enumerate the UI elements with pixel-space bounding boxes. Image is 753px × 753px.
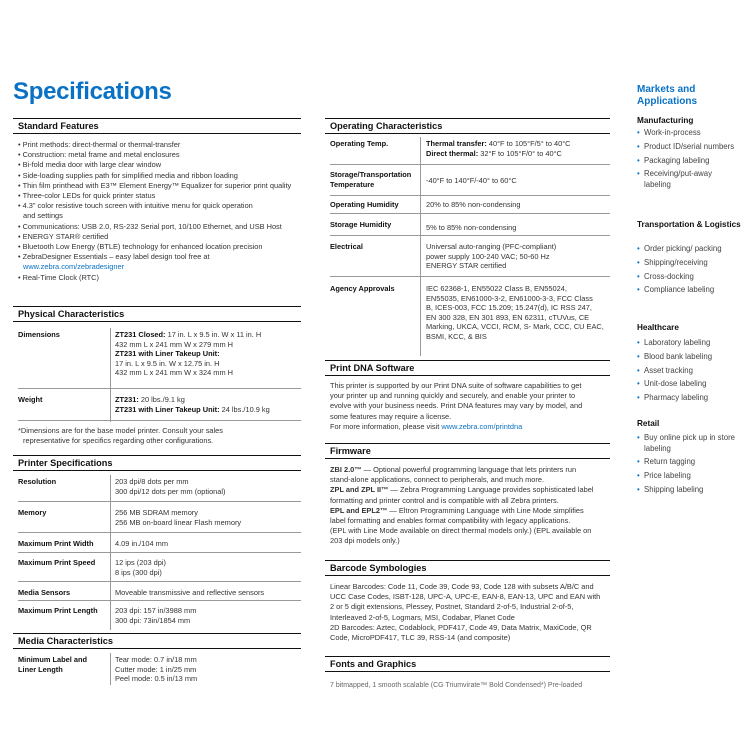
list-item: • Asset tracking	[637, 366, 741, 377]
list-item: • Shipping labeling	[637, 485, 741, 496]
spec-value: 8 ips (300 dpi)	[115, 567, 162, 577]
spec-value: 203 dpi: 157 in/3988 mm	[115, 606, 197, 615]
table-row	[330, 284, 610, 354]
weight-a: 20 lbs./9.1 kg	[140, 395, 185, 404]
barcode-text	[330, 582, 610, 643]
media-label: Minimum Label and Liner Length	[18, 655, 87, 674]
list-item: • Product ID/serial numbers	[637, 142, 741, 153]
fonts-heading: Fonts and Graphics	[325, 656, 610, 672]
dim-liner-label: ZT231 with Liner Takeup Unit:	[115, 349, 220, 359]
spec-value: 300 dpi/12 dots per mm (optional)	[115, 486, 226, 496]
column-divider	[110, 475, 111, 630]
table-row	[18, 477, 301, 502]
op-label: Storage/Transportation Temperature	[330, 170, 412, 189]
text-line: stand-alone applications, connect to peripherals, and much more.	[330, 475, 545, 485]
note-line: *Dimensions are for the base model printer. Consult your sales	[18, 426, 223, 435]
list-item: • Bluetooth Low Energy (BTLE) technology for enhanced location precision	[18, 242, 300, 252]
barcode-heading: Barcode Symbologies	[325, 560, 610, 576]
op-label: Agency Approvals	[330, 284, 395, 293]
op-value: IEC 62368-1, EN55022 Class B, EN55024,	[426, 284, 567, 293]
group-list	[637, 433, 741, 499]
group-heading: Retail	[637, 419, 660, 428]
operating-heading: Operating Characteristics	[325, 118, 610, 134]
epl-label: EPL and EPL2™	[330, 505, 388, 515]
spec-value: 203 dpi/8 dots per mm	[115, 477, 189, 486]
table-row	[330, 242, 610, 277]
zbi-label: ZBI 2.0™	[330, 465, 362, 474]
firmware-heading: Firmware	[325, 443, 610, 459]
op-value: Marking, UKCA, VCCI, RCM, S- Mark, CCC, CU EAC,	[426, 322, 604, 332]
list-item: • Buy online pick up in store labeling	[637, 433, 741, 454]
media-row	[18, 655, 301, 685]
text-line: — Optional powerful programming language that lets printers run	[361, 465, 577, 474]
list-item-continuation: and settings	[23, 211, 63, 221]
media-value: Peel mode: 0.5 in/13 mm	[115, 674, 198, 684]
printdna-link[interactable]: www.zebra.com/printdna	[441, 421, 523, 431]
list-item: • Receiving/put-away labeling	[637, 169, 741, 190]
weight-a-label: ZT231:	[115, 395, 139, 404]
list-item: • Price labeling	[637, 471, 741, 482]
text-line: 203 dpi models only.)	[330, 536, 400, 546]
text-line: 2D Barcodes: Aztec, Codablock, PDF417, Code 49, Data Matrix, MaxiCode, QR	[330, 622, 592, 632]
spec-label: Resolution	[18, 477, 57, 486]
list-item: • Print methods: direct-thermal or thermal-transfer	[18, 140, 300, 150]
op-value: 5% to 85% non-condensing	[426, 223, 517, 232]
text-line: — Eltron Programming Language with Line Mode simplifies	[387, 505, 584, 515]
text-line: Interleaved 2-of-5, Logmars, MSI, Codabar, Planet Code	[330, 612, 515, 622]
column-divider	[420, 137, 421, 356]
list-item: • Blood bank labeling	[637, 352, 741, 363]
standard-features-list	[18, 140, 300, 283]
dim-closed-mm: 432 mm L x 241 mm W x 279 mm H	[115, 339, 234, 349]
list-item: • Side-loading supplies path for simplified media and ribbon loading	[18, 171, 300, 181]
text-line: some features may require a license.	[330, 411, 452, 421]
text-line: 2 or 5 digit extensions, Plessey, Postnet, Standard 2-of-5, Industrial 2-of-5,	[330, 602, 574, 612]
fonts-text-cutoff: 7 bitmapped, 1 smooth scalable (CG Triumvirate™ Bold Condensed*) Pre-loaded	[330, 682, 583, 689]
text-line: label formatting and enables format compatibility with legacy applications.	[330, 516, 571, 526]
column-divider	[110, 653, 111, 685]
text-line: This printer is supported by our Print DNA suite of software capabilities to get	[330, 381, 582, 390]
column-divider	[110, 328, 111, 422]
table-row	[18, 606, 301, 630]
weight-label: Weight	[18, 395, 43, 404]
table-row	[18, 508, 301, 533]
list-item: • Three-color LEDs for quick printer status	[18, 191, 300, 201]
list-item: • Pharmacy labeling	[637, 393, 741, 404]
text-line: UCC Case Codes, ISBT-128, UPC-A, UPC-E, EAN-8, EAN-13, UPC and EAN with	[330, 592, 601, 602]
list-item: • Order picking/ packing	[637, 244, 741, 255]
markets-title: Markets and Applications	[637, 84, 698, 107]
zpl-label: ZPL and ZPL II™	[330, 485, 389, 495]
list-item: • Shipping/receiving	[637, 258, 741, 269]
list-item: • Bi-fold media door with large clear window	[18, 160, 300, 170]
list-item: • ZebraDesigner Essentials – easy label design tool free at	[18, 252, 300, 262]
spec-label: Maximum Print Width	[18, 539, 94, 548]
table-row	[330, 139, 610, 165]
op-value: B, ICES-003, FCC 15.209; 15.247(d), IC RSS 247,	[426, 303, 592, 313]
weight-b: 24 lbs./10.9 kg	[221, 404, 270, 414]
op-value: ENERGY STAR certified	[426, 261, 507, 271]
group-heading: Healthcare	[637, 323, 679, 332]
group-heading: Manufacturing	[637, 116, 694, 125]
list-item: • ENERGY STAR® certified	[18, 232, 300, 242]
op-label: Storage Humidity	[330, 220, 392, 229]
dim-closed-label: ZT231 Closed:	[115, 330, 166, 339]
list-item: • Construction: metal frame and metal enclosures	[18, 150, 300, 160]
list-item: • Packaging labeling	[637, 156, 741, 167]
table-row	[18, 588, 301, 601]
text-line: — Zebra Programming Language provides sophisticated label	[388, 485, 594, 495]
spec-label: Maximum Print Speed	[18, 558, 96, 567]
op-label: Operating Temp.	[330, 139, 389, 148]
group-list	[637, 338, 741, 407]
dimensions-label: Dimensions	[18, 330, 60, 339]
spec-label: Maximum Print Length	[18, 606, 98, 615]
table-row	[18, 539, 301, 553]
spec-value: 12 ips (203 dpi)	[115, 558, 166, 567]
dim-closed-in: 17 in. L x 9.5 in. W x 11 in. H	[167, 330, 262, 339]
list-item: • Return tagging	[637, 457, 741, 468]
spec-label: Memory	[18, 508, 47, 517]
media-value: Tear mode: 0.7 in/18 mm	[115, 655, 197, 664]
print-dna-text	[330, 381, 610, 432]
list-item: • Work-in-process	[637, 128, 741, 139]
spec-value: 4.09 in./104 mm	[115, 539, 168, 548]
media-heading: Media Characteristics	[13, 633, 301, 649]
spec-value: 256 MB on-board linear Flash memory	[115, 517, 242, 527]
spec-value: 256 MB SDRAM memory	[115, 508, 198, 517]
list-item: • Unit-dose labeling	[637, 379, 741, 390]
table-row	[330, 220, 610, 236]
op-value: 40°F to 105°F/5° to 40°C	[488, 139, 571, 148]
list-item: • Cross-docking	[637, 272, 741, 283]
op-value: power supply 100-240 VAC; 50-60 Hz	[426, 251, 550, 261]
text-line: Linear Barcodes: Code 11, Code 39, Code 93, Code 128 with subsets A/B/C and	[330, 582, 594, 591]
op-value: EN 300 328, EN 301 893, EN 62311, cTUVus, CE	[426, 312, 590, 322]
dimensions-row	[18, 330, 301, 389]
op-label: Electrical	[330, 242, 363, 251]
dim-liner-mm: 432 mm L x 241 mm W x 324 mm H	[115, 368, 234, 378]
weight-row	[18, 395, 301, 421]
page-title: Specifications	[13, 78, 172, 105]
text-line: your printer up and running quickly and securely, and enable your printer to	[330, 391, 576, 401]
physical-heading: Physical Characteristics	[13, 306, 301, 322]
zebradesigner-link[interactable]: www.zebra.com/zebradesigner	[23, 262, 125, 272]
dim-liner-in: 17 in. L x 9.5 in. W x 12.75 in. H	[115, 358, 220, 368]
list-item: • Communications: USB 2.0, RS-232 Serial port, 10/100 Ethernet, and USB Host	[18, 222, 300, 232]
op-sublabel: Direct thermal:	[426, 148, 479, 158]
text-line: evolve with your business needs. Print DNA features may vary by model, and	[330, 401, 583, 411]
group-list	[637, 244, 741, 299]
op-value: 20% to 85% non-condensing	[426, 200, 521, 209]
group-heading: Transportation & Logistics	[637, 220, 741, 229]
op-value: BSMI, KCC, & BIS	[426, 331, 487, 341]
list-item: • Compliance labeling	[637, 285, 741, 296]
list-item: • Real-Time Clock (RTC)	[18, 273, 300, 283]
text-line: Code, MicroPDF417, TLC 39, RSS-14 (and composite)	[330, 633, 511, 643]
print-dna-heading: Print DNA Software	[325, 360, 610, 376]
note-line: representative for specifics regarding other configurations.	[23, 436, 214, 446]
printer-specs-heading: Printer Specifications	[13, 455, 301, 471]
weight-b-label: ZT231 with Liner Takeup Unit:	[115, 404, 220, 414]
text-line: For more information, please visit	[330, 421, 442, 431]
text-line: formatting and printer control and is compatible with all Zebra printers.	[330, 495, 559, 505]
table-row	[330, 200, 610, 214]
media-value: Cutter mode: 1 in/25 mm	[115, 664, 197, 674]
firmware-text	[330, 465, 610, 547]
op-value: Universal auto-ranging (PFC-compliant)	[426, 242, 557, 251]
spec-value: 300 dpi: 73in/1854 mm	[115, 615, 191, 625]
group-list	[637, 128, 741, 194]
text-line: (EPL with Line Mode available on direct thermal models only.) (EPL available on	[330, 526, 592, 536]
spec-label: Media Sensors	[18, 588, 71, 597]
list-item: • Laboratory labeling	[637, 338, 741, 349]
standard-features-heading: Standard Features	[13, 118, 301, 134]
op-value: 32°F to 105°F/0° to 40°C	[480, 148, 562, 158]
physical-note	[18, 426, 301, 446]
op-value: EN55035, EN61000-3-2, EN61000-3-3, FCC Class	[426, 293, 593, 303]
table-row	[330, 170, 610, 196]
op-label: Operating Humidity	[330, 200, 399, 209]
op-value: -40°F to 140°F/-40° to 60°C	[426, 176, 517, 185]
list-item: • Thin film printhead with E3™ Element Energy™ Equalizer for superior print quality	[18, 181, 300, 191]
op-sublabel: Thermal transfer:	[426, 139, 487, 148]
table-row	[18, 558, 301, 582]
spec-value: Moveable transmissive and reflective sensors	[115, 588, 265, 597]
list-item: • 4.3" color resistive touch screen with intuitive menu for quick operation	[18, 201, 300, 211]
